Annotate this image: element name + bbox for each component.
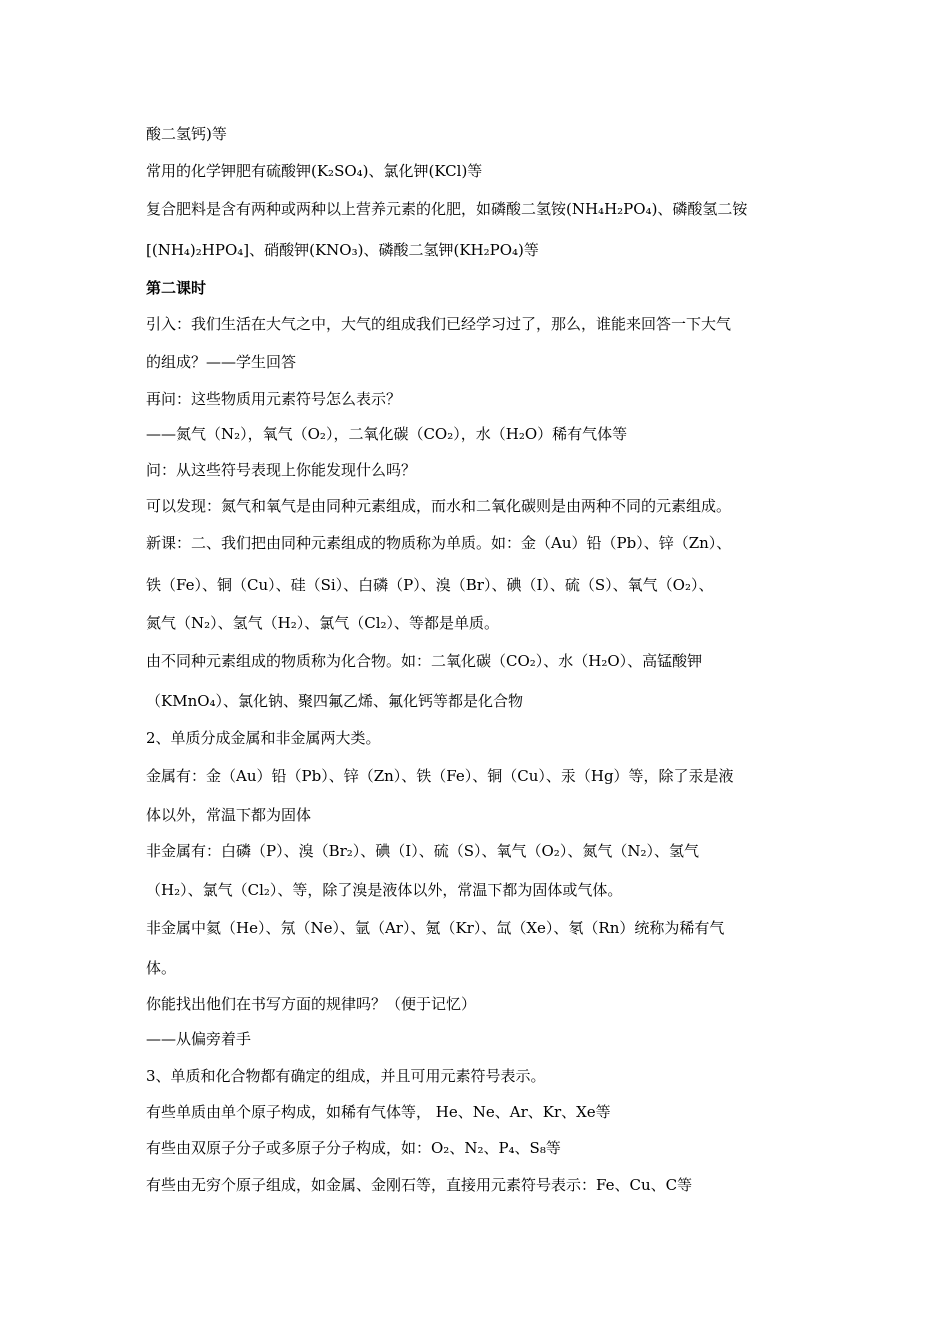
text-line: 非金属中氦（He）、氖（Ne）、氩（Ar）、氪（Kr）、氙（Xe）、氡（Rn）统称为稀有气: [146, 919, 725, 937]
text-line: 有些由无穷个原子组成，如金属、金刚石等，直接用元素符号表示：Fe、Cu、C等: [146, 1176, 693, 1194]
text-line: 金属有：金（Au）铅（Pb）、锌（Zn）、铁（Fe）、铜（Cu）、汞（Hg）等，除了汞是液: [146, 767, 734, 785]
text-line: 引入：我们生活在大气之中，大气的组成我们已经学习过了，那么，谁能来回答一下大气: [146, 315, 732, 333]
text-line: 的组成？——学生回答: [146, 353, 297, 371]
text-line: 常用的化学钾肥有硫酸钾(K₂SO₄)、氯化钾(KCl)等: [146, 162, 483, 180]
text-line: 可以发现：氮气和氧气是由同种元素组成，而水和二氧化碳则是由两种不同的元素组成。: [146, 497, 732, 515]
text-line: 再问：这些物质用元素符号怎么表示？: [146, 390, 402, 408]
text-line: 氮气（N₂）、氢气（H₂）、氯气（Cl₂）、等都是单质。: [146, 614, 500, 632]
text-line: 有些由双原子分子或多原子分子构成，如：O₂、N₂、P₄、S₈等: [146, 1139, 561, 1157]
text-line: 铁（Fe）、铜（Cu）、硅（Si）、白磷（P）、溴（Br）、碘（I）、硫（S）、氧气（O₂）、: [146, 576, 714, 594]
text-line: （KMnO₄）、氯化钠、聚四氟乙烯、氟化钙等都是化合物: [146, 692, 524, 710]
text-line: ——氮气（N₂），氧气（O₂），二氧化碳（CO₂），水（H₂O）稀有气体等: [146, 425, 628, 443]
text-line: 新课：二、我们把由同种元素组成的物质称为单质。如：金（Au）铅（Pb）、锌（Zn）、: [146, 534, 732, 552]
text-line: 非金属有：白磷（P）、溴（Br₂）、碘（I）、硫（S）、氧气（O₂）、氮气（N₂）、氢气: [146, 842, 699, 860]
text-line: 3、单质和化合物都有确定的组成，并且可用元素符号表示。: [146, 1067, 546, 1085]
text-line: 体。: [146, 959, 177, 977]
text-line: 2、单质分成金属和非金属两大类。: [146, 729, 381, 747]
text-line: 酸二氢钙)等: [146, 125, 227, 143]
text-line: 复合肥料是含有两种或两种以上营养元素的化肥，如磷酸二氢铵(NH₄H₂PO₄)、磷酸氢二铵: [146, 200, 748, 218]
text-line: （H₂）、氯气（Cl₂）、等，除了溴是液体以外，常温下都为固体或气体。: [146, 881, 623, 899]
text-line: 你能找出他们在书写方面的规律吗？（便于记忆）: [146, 995, 477, 1013]
text-line: ——从偏旁着手: [146, 1030, 252, 1048]
text-line: 有些单质由单个原子构成，如稀有气体等， He、Ne、Ar、Kr、Xe等: [146, 1103, 611, 1121]
text-line: 问：从这些符号表现上你能发现什么吗？: [146, 461, 417, 479]
text-line: 体以外，常温下都为固体: [146, 806, 312, 824]
text-line: [(NH₄)₂HPO₄]、硝酸钾(KNO₃)、磷酸二氢钾(KH₂PO₄)等: [146, 241, 539, 259]
section-heading: 第二课时: [146, 279, 207, 297]
text-line: 由不同种元素组成的物质称为化合物。如：二氧化碳（CO₂）、水（H₂O）、高锰酸钾: [146, 652, 703, 670]
